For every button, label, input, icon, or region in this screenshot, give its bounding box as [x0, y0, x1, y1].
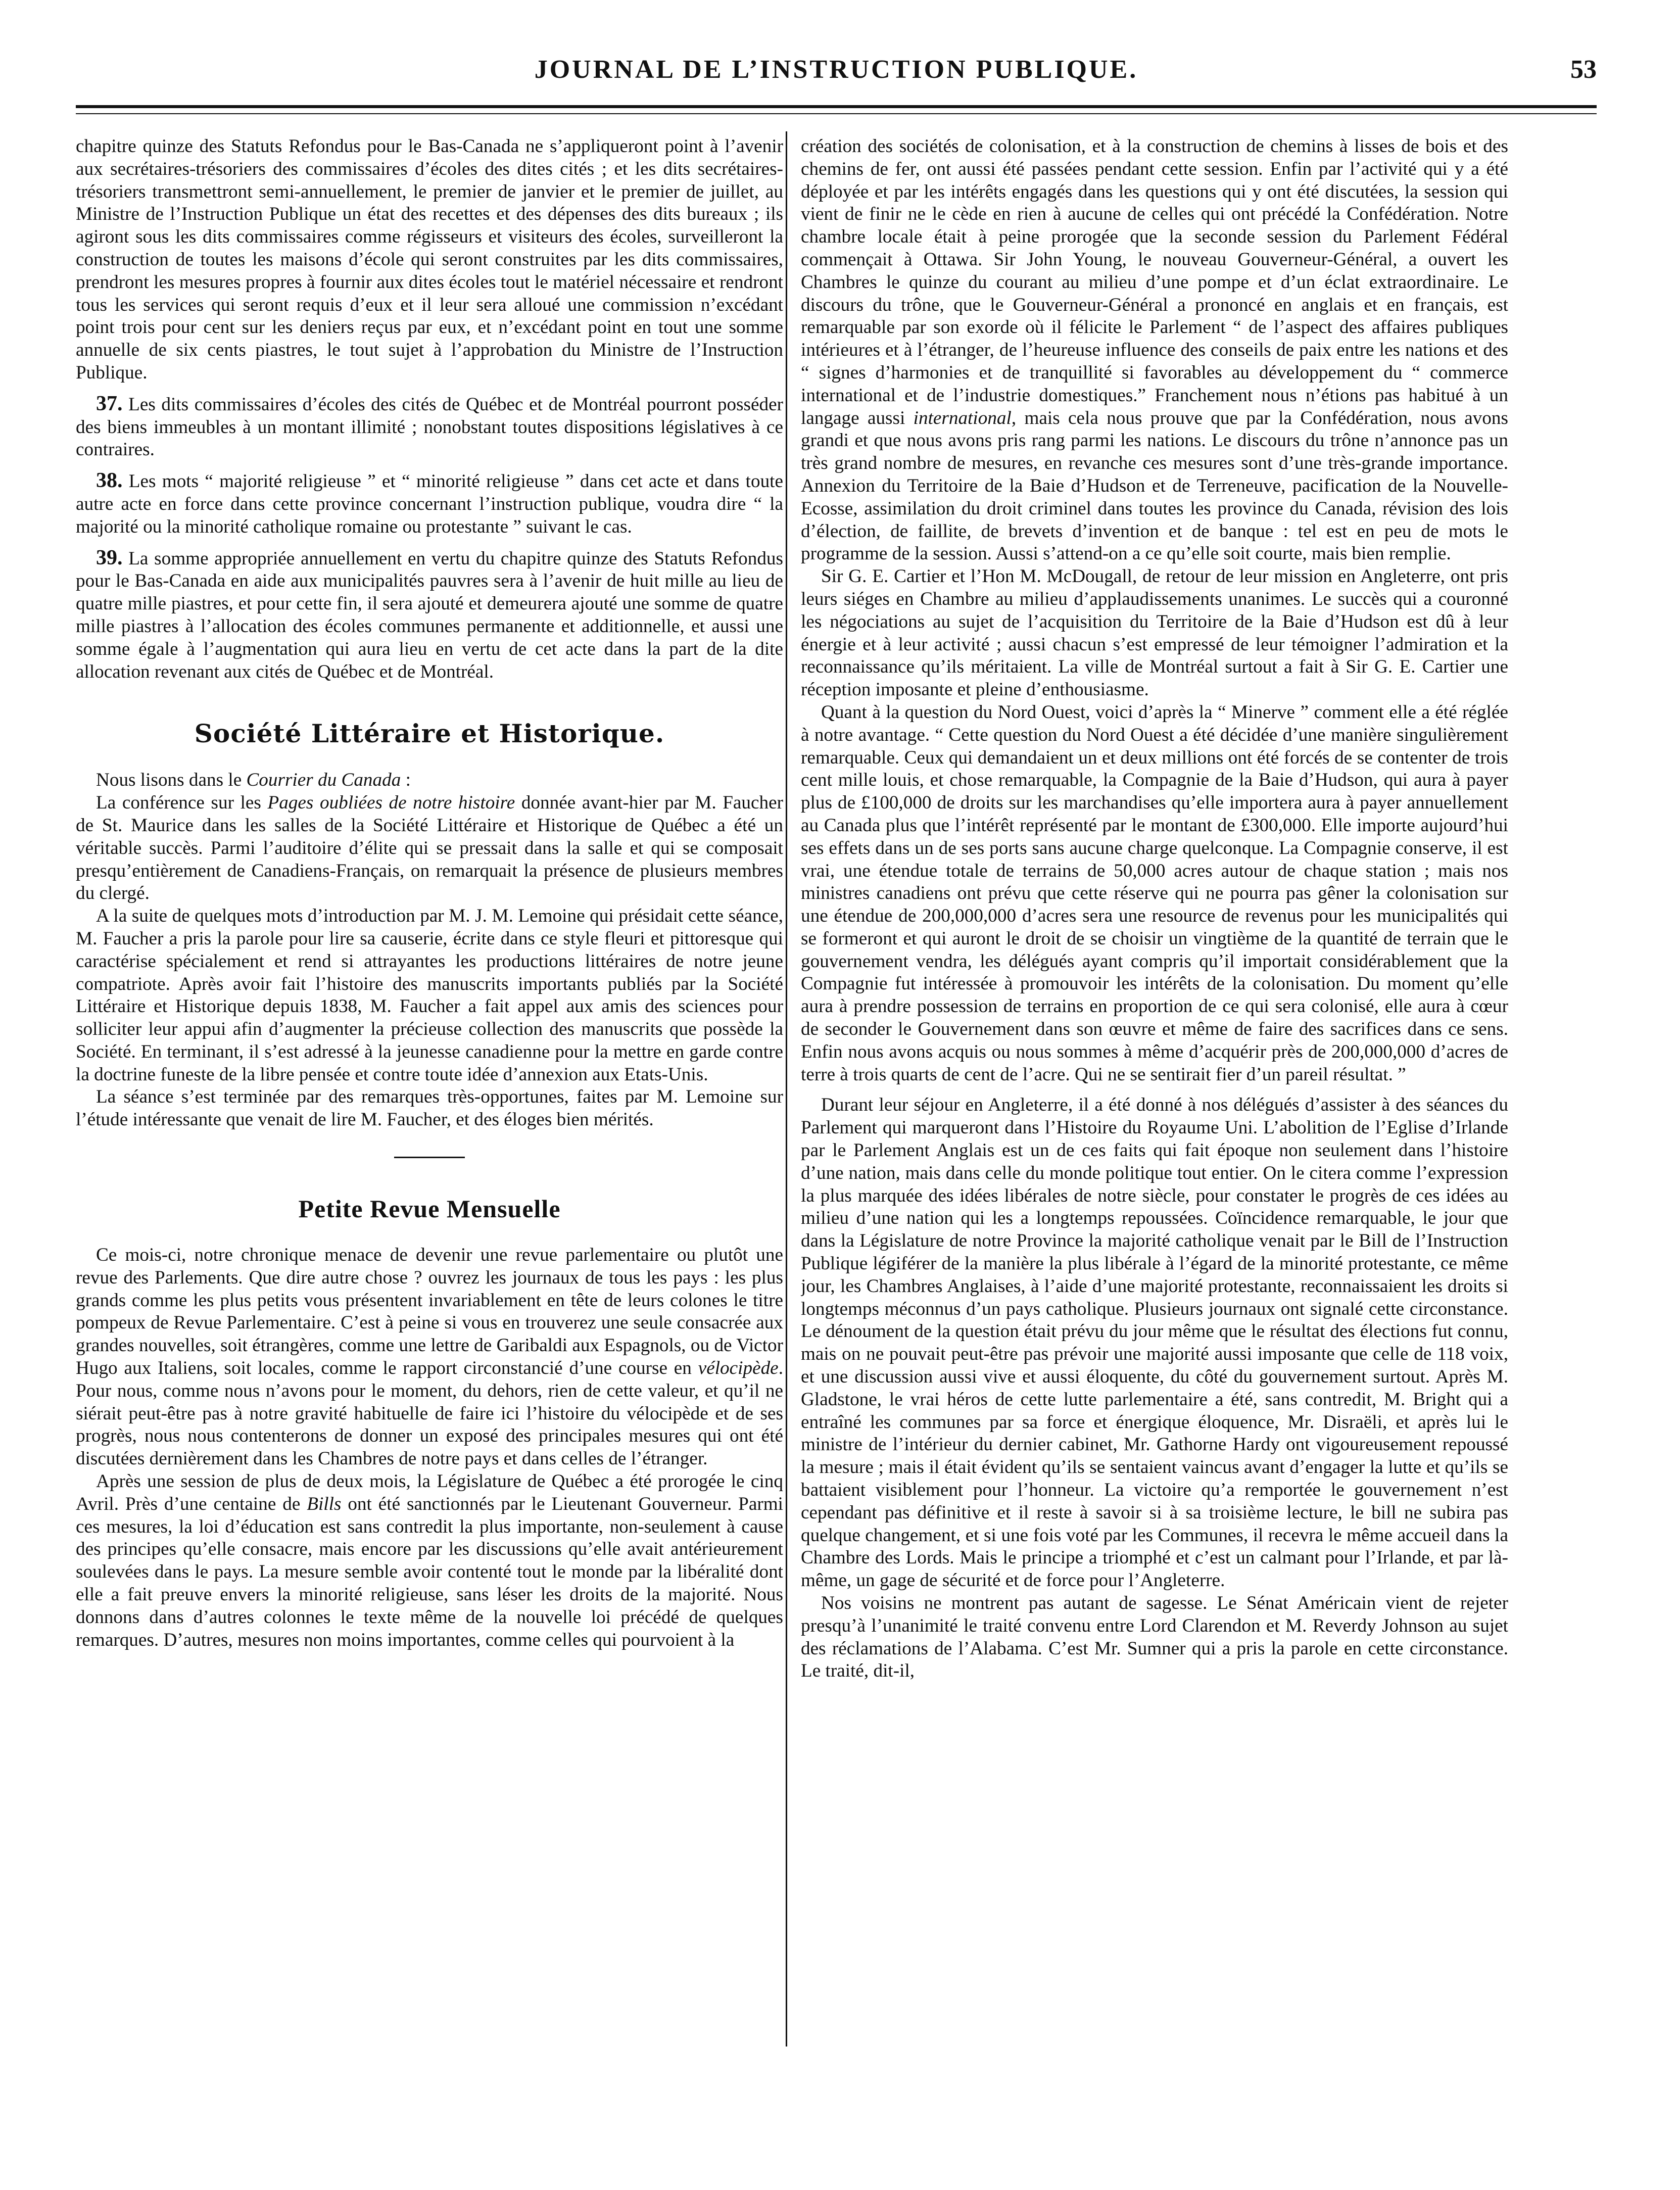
right-column — [801, 135, 1508, 2051]
article-text: La somme appropriée annuellement en vertu du chapitre quinze des Statuts Refondus pour le Bas-Canada en aide aux municipalités pauvres sera à l’avenir de huit mille au lieu de quatre mille piastres, et pour cette fin, il sera ajouté et demeurera ajouté une somme de quatre mille piastres à l’allocation des écoles communes permanente et additionnelle, et aussi une somme égale à l’augmentation qui aura lieu en vertu de cet acte dans la part de la dite allocation revenant aux cités de Québec et de Montréal. — [76, 548, 783, 682]
paragraph: création des sociétés de colonisation, et à la construction de chemins à lisses de bois et des chemins de fer, ont aussi été passées pendant cette session. Enfin par l’activité qui y a été déployée et par les intérêts engagés dans les questions qui y ont été discutées, la session qui vient de finir ne le cède en rien à aucune de celles qui ont précédé la Confédération. Notre chambre locale était à peine prorogée que la seconde session du Parlement Fédéral commençait à Ottawa. Sir John Young, le nouveau Gouverneur-Général, a ouvert les Chambres le quinze du courant au milieu d’une pompe et d’un éclat extraordinaire. Le discours du trône, que le Gouverneur-Général a prononcé en anglais et en français, est remarquable par son exorde où il félicite le Parlement “ de l’aspect des affaires publiques intérieures et à l’étranger, de l’heureuse influence des conseils de paix entre les nations et des “ signes d’harmonies et de tranquillité si favorables au développement du “ commerce international et de l’industrie domestiques.” Franchement nous n’étions pas habitué à un langage aussi international, mais cela nous prouve que par la Confédération, nous avons grandi et que nous avons pris rang parmi les nations. Le discours du trône n’annonce pas un très grand nombre de mesures, en revanche ces mesures sont d’une très-grande importance. Annexion du Territoire de la Baie d’Hudson et de Terreneuve, pacification de la Nouvelle-Ecosse, assimilation du droit criminel dans toutes les province du Canada, révision des lois d’élection, de faillite, de brevets d’invention et de banque : tel est en peu de mots le programme de la session. Aussi s’attend-on a ce qu’elle soit courte, mais bien remplie. — [801, 136, 1508, 564]
paragraph: Nous lisons dans le Courrier du Canada : — [96, 770, 411, 791]
paragraph: Ce mois-ci, notre chronique menace de devenir une revue parlementaire ou plutôt une revue des Parlements. Que dire autre chose ? ouvrez les journaux de tous les pays : les plus grands comme les plus petits vous présentent invariablement en tête de leurs colones le titre pompeux de Revue Parlementaire. C’est à peine si vous en trouverez une seule consacrée aux grandes nouvelles, soit étrangères, comme une lettre de Garibaldi aux Espagnols, ou de Victor Hugo aux Italiens, soit locales, comme le rapport circonstancié d’une course en vélocipède. Pour nous, comme nous n’avons pour le moment, du dehors, rien de cette valeur, et qu’il ne siérait peut-être pas à notre gravité habituelle de faire ici l’histoire du vélocipède et de ses progrès, nous nous contenterons de donner un exposé des principales mesures qui ont été discutées dernièrement dans les Chambres de notre pays et dans celles de l’étranger. — [76, 1245, 783, 1469]
article-number: 37. — [96, 392, 123, 415]
paragraph: A la suite de quelques mots d’introduction par M. J. M. Lemoine qui présidait cette séance, M. Faucher a pris la parole pour lire sa causerie, écrite dans ce style fleuri et pittoresque qui caractérise spécialement et rend si attrayantes les productions littéraires de notre jeune compatriote. Après avoir fait l’histoire des manuscrits importants publiés par la Société Littéraire et Historique depuis 1838, M. Faucher a fait appel aux amis des sciences pour solliciter leur appui afin d’augmenter la précieuse collection des manuscrits que possède la Société. En terminant, il s’est adressé à la jeunesse canadienne pour la mettre en garde contre la doctrine funeste de la libre pensée et contre toute idée d’annexion aux Etats-Unis. — [76, 906, 783, 1085]
article-39 — [76, 547, 783, 684]
article-text: Les dits commissaires d’écoles des cités de Québec et de Montréal pourront posséder des biens immeubles à un montant illimité ; nonobstant toutes dispositions législatives à ce contraires. — [76, 394, 783, 460]
column-divider — [786, 131, 787, 2046]
paragraph: chapitre quinze des Statuts Refondus pour le Bas-Canada ne s’appliqueront point à l’avenir aux secrétaires-trésoriers des commissaires d’écoles des dites cités ; et les dits secrétaires-trésoriers transmettront semi-annuellement, le premier de janvier et le premier de juillet, au Ministre de l’Instruction Publique un état des recettes et des dépenses des dits bureaux ; ils agiront sous les dits commissaires comme régisseurs et visiteurs des écoles, surveilleront la construction de toutes les maisons d’école qui seront construites par les dits commissaires, prendront les mesures propres à fournir aux dites écoles tout le matériel nécessaire et rendront tous les services qui seront requis d’eux et il leur sera alloué une commission n’excédant point trois pour cent sur les deniers reçus par eux, et n’excédant point en tout une somme annuelle de six cents piastres, le tout sujet à l’approbation du Ministre de l’Instruction Publique. — [76, 136, 783, 383]
page-number: 53 — [1570, 55, 1597, 84]
article-37 — [76, 393, 783, 461]
section-title-revue: Petite Revue Mensuelle — [298, 1195, 561, 1223]
paragraph: Durant leur séjour en Angleterre, il a été donné à nos délégués d’assister à des séances du Parlement qui marqueront dans l’Histoire du Royaume Uni. L’abolition de l’Eglise d’Irlande par le Parlement Anglais est un de ces faits qui fait époque non seulement dans l’histoire d’une nation, mais dans celle du monde politique tout entier. On le citera comme l’expression la plus marquée des idées libérales de notre siècle, pour constater le progrès de ces idées au milieu d’une nation qui les a longtemps repoussées. Coïncidence remarquable, le jour que dans la Législature de notre Province la majorité catholique venait par le Bill de l’Instruction Publique légiférer de la manière la plus libérale à l’égard de la minorité protestante, ce même jour, les Chambres Anglaises, à l’aide d’une majorité protestante, reconnaissaient les droits si longtemps méconnus d’un pays catholique. Plusieurs journaux ont signalé cette circonstance. Le dénoument de la question était prévu du jour même que le résultat des élections fut connu, mais on ne pouvait peut-être pas prévoir une majorité aussi imposante que celle de 118 voix, et une discussion aussi vive et aussi éloquente, du côté du gouvernement surtout. Après M. Gladstone, le vrai héros de cette lutte parlementaire a été, sans contredit, M. Bright qui a entraîné les communes par sa force et énergique éloquence, Mr. Disraëli, et après lui le ministre de l’intérieur du dernier cabinet, Mr. Gathorne Hardy ont vigoureusement repoussé la mesure ; mais il était évident qu’ils se sentaient vaincus avant d’engager la lutte et qu’ils se battaient visiblement pour l’honneur. La victoire qu’a remportée le gouvernement n’est cependant pas définitive et il reste à savoir si à sa troisième lecture, le bill ne subira pas quelque changement, et si une fois voté par les Communes, il recevra le même accueil dans la Chambre des Lords. Mais le principe a triomphé et c’est un calmant pour l’Irlande, et par là-même, un gage de sécurité et de force pour l’Angleterre. — [801, 1094, 1508, 1591]
article-number: 38. — [96, 469, 123, 493]
paragraph: Sir G. E. Cartier et l’Hon M. McDougall, de retour de leur mission en Angleterre, ont pris leurs siéges en Chambre au milieu d’applaudissements unanimes. Le succès qui a couronné les négociations au sujet de l’acquisition du Territoire de la Baie d’Hudson est dû à leur énergie et à leur activité ; aussi chacun s’est empressé de leur témoigner l’admiration et la reconnaissance qu’ils méritaient. La ville de Montréal surtout a fait à Sir G. E. Cartier une réception imposante et pleine d’enthousiasme. — [801, 566, 1508, 700]
paragraph: La séance s’est terminée par des remarques très-opportunes, faites par M. Lemoine sur l’étude intéressante que venait de lire M. Faucher, et des éloges bien mérités. — [76, 1086, 783, 1130]
article-38 — [76, 469, 783, 538]
paragraph: Quant à la question du Nord Ouest, voici d’après la “ Minerve ” comment elle a été réglée à notre avantage. “ Cette question du Nord Ouest a été décidée d’une manière singulièrement remarquable. Ceux qui demandaient un et deux millions ont été forcés de se contenter de trois cent mille louis, et chose remarquable, la Compagnie de la Baie d’Hudson, qui aura à payer plus de £100,000 de droits sur les marchandises qu’elle importera aura à payer annuellement au Canada plus que l’intérêt représenté par le montant de £300,000. Elle importe aujourd’hui ses effets dans un de ses ports sans aucune charge quelconque. La Compagnie conserve, il est vrai, une étendue totale de terrains de 50,000 acres autour de chaque station ; mais nos ministres canadiens ont prévu que cette réserve qui ne pourra pas gêner la colonisation sur une étendue de 200,000,000 d’acres sera une resource de revenus pour les municipalités qui se formeront et qui auront le droit de se choisir un vingtième de la quantité de terrain que le gouvernement vendra, les délégués ayant compris qu’il importait considérablement que la Compagnie fut intéressée à promouvoir les intérêts de la colonisation. Du moment qu’elle aura à prendre possession de terrains en proportion de ce qui sera colonisé, elle aura à cœur de seconder le Gouvernement dans son œuvre et même de faire des sacrifices dans ce sens. Enfin nous avons acquis ou nous sommes à même d’acquérir près de 200,000,000 d’acres de terre à trois quarts de cent de l’acre. Qui ne se sentirait fier d’un pareil résultat. ” — [801, 701, 1508, 1085]
paragraph: Après une session de plus de deux mois, la Législature de Québec a été prorogée le cinq Avril. Près d’une centaine de Bills ont été sanctionnés par le Lieutenant Gouverneur. Parmi ces mesures, la loi d’éducation est sans contredit la plus importante, non-seulement à cause des principes qu’elle consacre, mais encore par les discussions qu’elle avait antérieurement soulevées dans le pays. La mesure semble avoir contenté tout le monde par la libéralité dont elle a fait preuve envers la minorité religieuse, sans léser les droits de la majorité. Nous donnons dans d’autres colonnes le texte même de la nouvelle loi précédé de quelques remarques. D’autres, mesures non moins importantes, comme celles qui pourvoient à la — [76, 1471, 783, 1650]
article-number: 39. — [96, 546, 123, 569]
section-separator — [394, 1157, 465, 1158]
header-rule-thin — [76, 113, 1597, 114]
paragraph: La conférence sur les Pages oubliées de notre histoire donnée avant-hier par M. Faucher de St. Maurice dans les salles de la Société Littéraire et Historique de Québec a été un véritable succès. Parmi l’auditoire d’élite qui se pressait dans la salle et qui se composait presqu’entièrement de Canadiens-Français, on remarquait la présence de plusieurs membres du clergé. — [76, 792, 783, 904]
header-rule-thick — [76, 105, 1597, 108]
left-column — [76, 135, 783, 2051]
section-title-societe: Société Littéraire et Historique. — [194, 719, 665, 749]
page-header — [76, 55, 1597, 100]
paragraph: Nos voisins ne montrent pas autant de sagesse. Le Sénat Américain vient de rejeter presqu’à l’unanimité le traité convenu entre Lord Clarendon et M. Reverdy Johnson au sujet des réclamations de l’Alabama. C’est Mr. Sumner qui a pris la parole en cette circonstance. Le traité, dit-il, — [801, 1593, 1508, 1682]
article-text: Les mots “ majorité religieuse ” et “ minorité religieuse ” dans cet acte et dans toute autre acte en force dans cette province concernant l’instruction publique, voudra dire “ la majorité ou la minorité catholique romaine ou protestante ” suivant le cas. — [76, 471, 783, 537]
journal-title: JOURNAL DE L’INSTRUCTION PUBLIQUE. — [534, 55, 1138, 84]
